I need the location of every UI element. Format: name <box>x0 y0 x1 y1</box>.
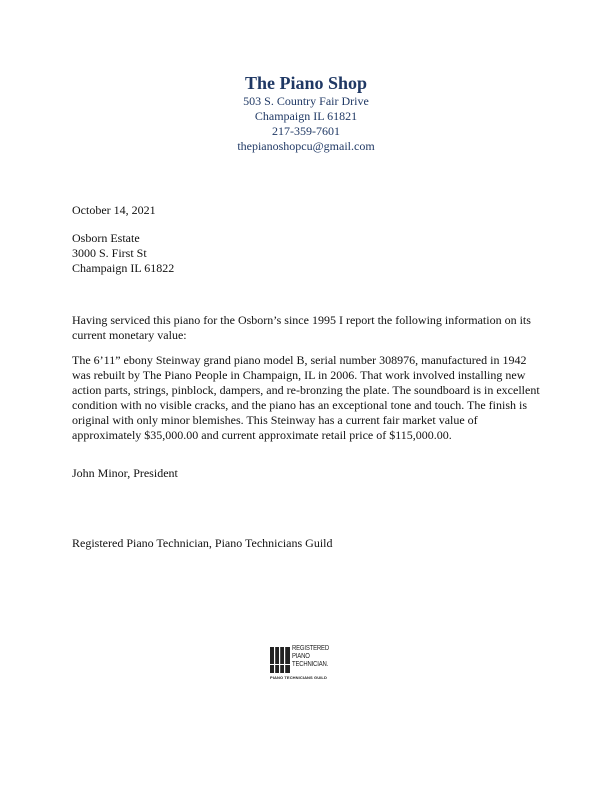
recipient-city: Champaign IL 61822 <box>72 261 175 275</box>
shop-city: Champaign IL 61821 <box>254 109 358 123</box>
logo-line-registered: REGISTERED <box>292 645 329 652</box>
shop-name: The Piano Shop <box>244 73 368 93</box>
logo-line-piano: PIANO <box>292 653 310 660</box>
letterhead <box>0 72 612 154</box>
shop-phone: 217-359-7601 <box>272 124 340 138</box>
shop-street: 503 S. Country Fair Drive <box>243 94 369 108</box>
shop-email: thepianoshopcu@gmail.com <box>237 139 375 153</box>
recipient-street: 3000 S. First St <box>72 246 147 260</box>
logo-guild-text: PIANO TECHNICIANS GUILD <box>270 675 327 680</box>
piano-keys-icon <box>270 647 290 673</box>
credential-line: Registered Piano Technician, Piano Technicians Guild <box>72 536 333 550</box>
signature: John Minor, President <box>72 466 178 480</box>
logo-wordmark <box>292 645 340 669</box>
intro-paragraph: Having serviced this piano for the Osborn’s since 1995 I report the following information on its current monetary value: <box>72 313 531 342</box>
recipient-address <box>72 231 540 276</box>
appraisal-paragraph: The 6’11” ebony Steinway grand piano model B, serial number 308976, manufactured in 1942 was rebuilt by The Piano People in Champaign, IL in 2006. That work involved installing new action parts, strings, pinblock, dampers, and re-bronzing the plate. The soundboard is in excellent condition with no visible cracks, and the piano has an exceptional tone and touch. The finish is original with only minor blemishes. This Steinway has a current fair market value of approximately $35,000.00 and current approximate retail price of $115,000.00. <box>72 353 540 442</box>
ptg-logo <box>270 645 346 685</box>
letter-date: October 14, 2021 <box>72 203 156 217</box>
logo-line-technician: TECHNICIAN. <box>292 661 329 668</box>
recipient-name: Osborn Estate <box>72 231 140 245</box>
